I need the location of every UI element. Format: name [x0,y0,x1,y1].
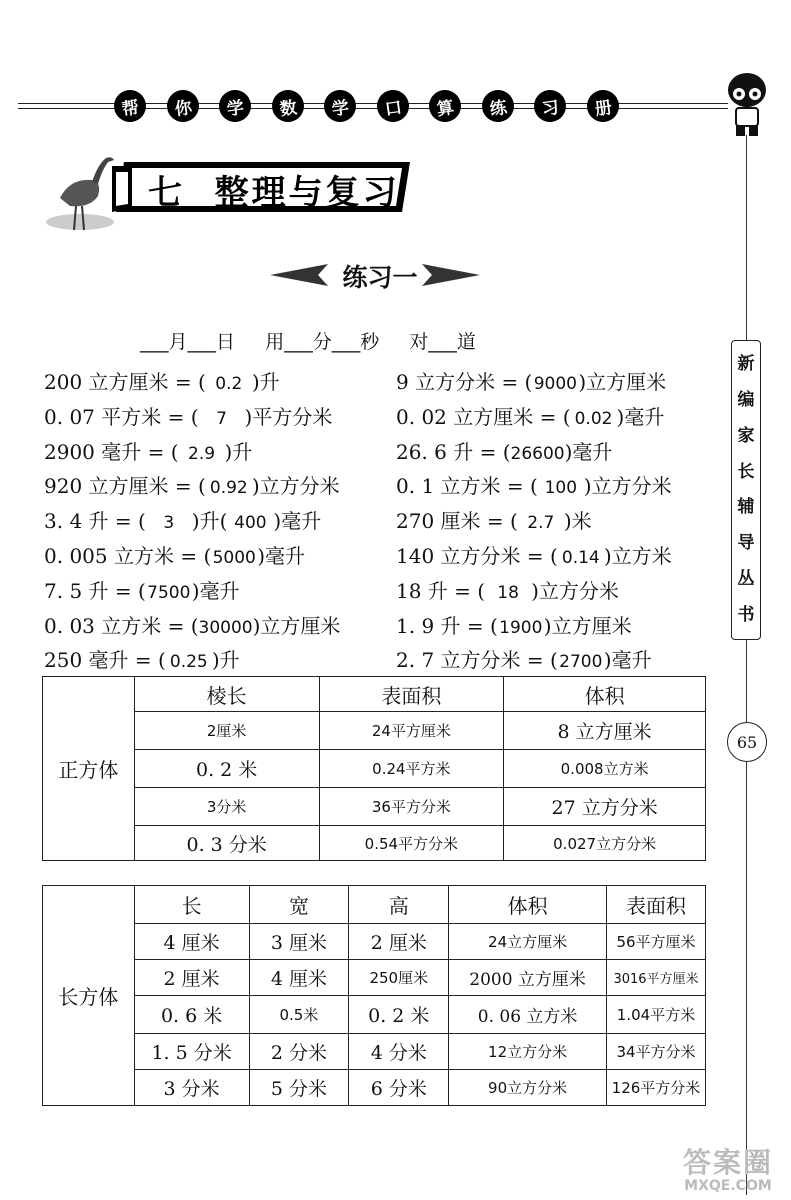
cube-cell: 3分米 [134,788,319,826]
exercise-unit: )升 [224,439,253,464]
exercise-unit: )毫升 [257,544,306,568]
cuboid-cell: 250厘米 [349,960,449,996]
cube-cell: 0. 2 米 [134,750,319,788]
cube-cell: 2厘米 [134,712,319,750]
exercise-unit: )立方厘米 [252,613,341,638]
cuboid-header: 宽 [249,886,349,924]
cuboid-header: 表面积 [607,886,706,924]
cuboid-cell: 126平方分米 [607,1070,706,1106]
exercise-unit: )立方厘米 [578,370,667,394]
cuboid-cell: 4 厘米 [134,924,249,960]
exercise-item [396,436,612,465]
exercise-answer: 100 [544,478,578,499]
exercise-question: 0. 07 平方米 = ( [44,404,199,429]
date-time-score-line: ___月___日 用___分___秒 对___道 [140,331,476,353]
exercise-question: 0. 02 立方厘米 = ( [396,404,571,429]
cube-cell: 8 立方厘米 [504,712,706,750]
cuboid-cell: 5 分米 [249,1070,349,1106]
exercise-item [44,401,332,430]
cuboid-cell: 2000 立方厘米 [449,960,607,996]
cube-header: 表面积 [319,677,504,712]
side-tab-char: 书 [737,604,755,625]
cuboid-cell: 3 厘米 [249,924,349,960]
exercise-unit: )毫升 [616,404,665,429]
exercise-question: 250 毫升 = ( [44,648,166,673]
exercise-item [396,470,672,499]
cuboid-header: 长 [134,886,249,924]
cube-cell: 0. 3 分米 [134,826,319,861]
side-tab-char: 家 [737,425,755,446]
cuboid-cell: 2 厘米 [134,960,249,996]
exercise-item [396,505,592,534]
page-number: 65 [727,722,767,762]
cuboid-row-label: 长方体 [43,886,135,1106]
side-tab-char: 编 [737,390,755,411]
right-margin-rule [746,135,747,1195]
exercise-unit: )升( [191,509,228,534]
watermark-logo-text: 答案圈 [682,1145,773,1179]
exercise-answer: 2.7 [527,513,555,534]
exercise-question: 7. 5 升 = ( [44,578,146,603]
cuboid-cell: 4 分米 [349,1034,449,1070]
cube-cell: 0.027立方分米 [504,826,706,861]
exercise-answer: 0.25 [169,652,208,673]
cube-header: 棱长 [134,677,319,712]
header-char: 帮 [112,88,148,124]
exercise-item [396,644,652,673]
exercise-unit: )立方米 [603,544,672,568]
exercise-answer: 0.2 [215,374,243,394]
exercise-answer: 9000 [533,374,577,394]
exercise-item [396,540,672,569]
header-series-title [114,90,619,122]
cube-cell: 24平方厘米 [319,712,504,750]
exercise-unit: )立方分米 [531,578,619,603]
exercise-answer: 0.14 [561,548,600,568]
exercise-question: 140 立方分米 = ( [396,544,558,568]
header-char: 学 [322,88,358,124]
exercise-answer: 3 [163,513,175,534]
exercise-question: 9 立方分米 = ( [396,370,533,394]
chapter-title: 七 整理与复习 [148,173,400,213]
exercise-answer: 2.9 [188,443,216,464]
cuboid-cell: 3016平方厘米 [607,960,706,996]
header-char: 学 [217,88,253,124]
watermark-url: MXQE.COM [684,1177,772,1194]
cuboid-cell: 0. 6 米 [134,996,249,1034]
exercise-item [44,366,280,395]
side-tab-char: 导 [737,533,755,554]
exercise-title: 练习一 [342,263,418,292]
exercise-answer: 0.02 [574,408,613,429]
exercise-answer: 7 [216,408,227,429]
exercise-question: 270 厘米 = ( [396,509,518,534]
cuboid-cell: 56平方厘米 [607,924,706,960]
exercise-question: 2900 毫升 = ( [44,439,179,464]
cuboid-header: 高 [349,886,449,924]
cuboid-cell: 2 厘米 [349,924,449,960]
side-tab-char: 辅 [737,497,755,518]
cuboid-cell: 3 分米 [134,1070,249,1106]
exercise-question: 200 立方厘米 = ( [44,370,206,394]
cuboid-cell: 1.04平方米 [607,996,706,1034]
exercise-question: 2. 7 立方分米 = ( [396,648,558,673]
cuboid-cell: 4 厘米 [249,960,349,996]
exercise-answer: 26600 [510,443,565,464]
exercise-unit: )升 [251,370,280,394]
watermark [682,1145,773,1194]
cube-row-label: 正方体 [43,677,135,861]
exercise-question: 920 立方厘米 = ( [44,474,206,499]
exercise-answer: 18 [497,582,519,603]
cuboid-header: 体积 [449,886,607,924]
cuboid-cell: 0. 06 立方米 [449,996,607,1034]
exercise-unit: )立方厘米 [543,613,632,638]
exercise-item [44,610,340,639]
exercise-item [396,401,664,430]
cube-cell: 0.008立方米 [504,750,706,788]
header-char: 算 [427,88,463,124]
exercise-item [396,366,666,395]
header-char: 册 [585,88,621,124]
cuboid-cell: 0.5米 [249,996,349,1034]
cuboid-cell: 0. 2 米 [349,996,449,1034]
cube-cell: 36平方分米 [319,788,504,826]
exercise-question: 26. 6 升 = ( [396,439,511,464]
header-char: 口 [375,88,411,124]
exercise-item [44,470,340,499]
exercise-unit: )毫升 [273,509,322,534]
cuboid-cell: 2 分米 [249,1034,349,1070]
header-char: 数 [270,88,306,124]
cuboid-cell: 6 分米 [349,1070,449,1106]
mascot-icon [722,70,772,138]
exercise-answer: 400 [234,513,267,534]
exercise-unit: )平方分米 [244,404,333,429]
exercise-question: 1. 9 升 = ( [396,613,498,638]
cuboid-cell: 24立方厘米 [449,924,607,960]
cube-table [42,676,706,861]
exercise-answer: 2700 [559,652,603,673]
header-char: 习 [532,88,568,124]
exercise-unit: )升 [211,648,240,673]
side-tab-char: 丛 [737,568,755,589]
exercise-item [396,575,619,604]
cuboid-cell: 34平方分米 [607,1034,706,1070]
exercise-question: 3. 4 升 = ( [44,509,146,534]
cube-cell: 0.54平方分米 [319,826,504,861]
exercise-answer: 1900 [499,617,543,638]
cuboid-cell: 12立方分米 [449,1034,607,1070]
cube-header: 体积 [504,677,706,712]
exercise-question: 0. 1 立方米 = ( [396,474,538,499]
exercise-unit: )立方分米 [583,474,672,499]
header-char: 练 [480,88,516,124]
cuboid-cell: 90立方分米 [449,1070,607,1106]
exercise-item [44,505,321,534]
exercise-unit: )毫升 [564,439,613,464]
exercise-item [44,436,252,465]
exercise-item [396,610,632,639]
exercise-answer: 5000 [212,548,256,568]
exercise-item [44,540,305,569]
cuboid-table [42,885,706,1106]
header-char: 你 [164,88,200,124]
exercise-question: 0. 005 立方米 = ( [44,544,212,568]
exercise-answer: 30000 [198,617,253,638]
cube-cell: 0.24平方米 [319,750,504,788]
exercise-question: 18 升 = ( [396,578,486,603]
exercise-answer: 7500 [147,582,191,603]
exercise-item [44,644,240,673]
exercise-unit: )毫升 [191,578,240,603]
side-tab [731,340,761,640]
side-tab-char: 新 [737,354,755,375]
exercise-answer: 0.92 [209,478,248,499]
cuboid-cell: 1. 5 分米 [134,1034,249,1070]
side-tab-char: 长 [737,461,755,482]
exercise-item [44,575,240,604]
exercise-unit: )毫升 [603,648,652,673]
cube-cell: 27 立方分米 [504,788,706,826]
exercise-unit: )米 [563,509,592,534]
exercise-unit: )立方分米 [251,474,340,499]
exercise-question: 0. 03 立方米 = ( [44,613,199,638]
